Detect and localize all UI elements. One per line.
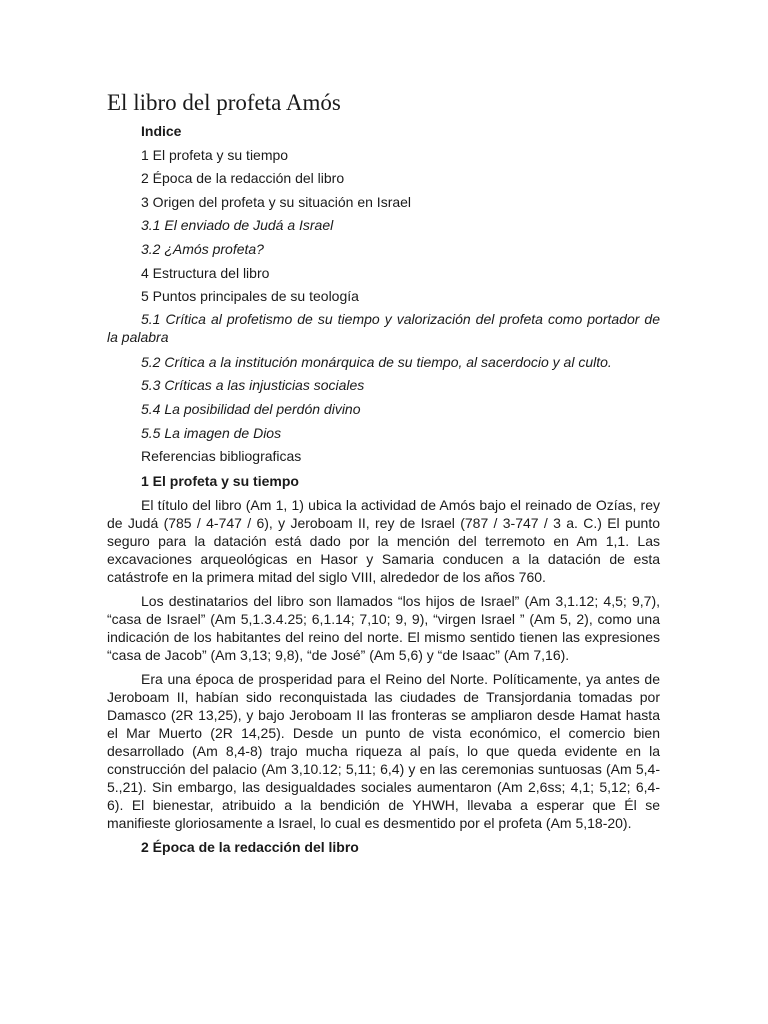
toc-item: 5.4 La posibilidad del perdón divino xyxy=(141,400,361,417)
toc-item-text: 5.1 Crítica al profetismo de su tiempo y valorización del profeta como portador de la palabra xyxy=(107,310,660,345)
section-heading: 2 Época de la redacción del libro xyxy=(141,839,359,855)
table-of-contents xyxy=(107,121,660,470)
toc-item: 3.1 El enviado de Judá a Israel xyxy=(141,217,334,234)
paragraph: El título del libro (Am 1, 1) ubica la actividad de Amós bajo el reinado de Ozías, rey de Judá (785 / 4-747 / 6), y Jeroboam II, rey de Israel (787 / 3-747 / 3 a. C.) El punto seguro para la datación está dado por la mención del terremoto en Am 1,1. Las excavaciones arqueológicas en Hasor y Samaria conducen a la datación de esta catástrofe en la primera mitad del siglo VIII, alrededor de los años 760. xyxy=(107,497,660,585)
body-text xyxy=(107,472,660,862)
toc-item: 2 Época de la redacción del libro xyxy=(141,170,345,187)
section-heading: 1 El profeta y su tiempo xyxy=(141,473,299,489)
toc-item: 5.5 La imagen de Dios xyxy=(141,424,282,441)
toc-item: 5.3 Críticas a las injusticias sociales xyxy=(141,377,365,394)
toc-item: Referencias bibliograficas xyxy=(141,448,302,465)
paragraph: Los destinatarios del libro son llamados “los hijos de Israel” (Am 3,1.12; 4,5; 9,7), “casa de Israel” (Am 5,1.3.4.25; 6,1.14; 7,10; 9, 9), “virgen Israel ” (Am 5, 2), como una indicación de los habitantes del reino del norte. El mismo sentido tienen las expresiones “casa de Jacob” (Am 3,13; 9,8), “de José” (Am 5,6) y “de Isaac” (Am 7,16). xyxy=(107,593,660,663)
toc-item: 1 El profeta y su tiempo xyxy=(141,146,289,163)
document-title: El libro del profeta Amós xyxy=(107,90,341,115)
paragraph: Era una época de prosperidad para el Reino del Norte. Políticamente, ya antes de Jeroboam II, habían sido reconquistada las ciudades de Transjordania tomadas por Damasco (2R 13,25), y bajo Jeroboam II las fronteras se ampliaron desde Hamat hasta el Mar Muerto (2R 14,25). Desde un punto de vista económico, el comercio bien desarrollado (Am 8,4-8) trajo mucha riqueza al país, lo que queda evidente en la construcción del palacio (Am 3,10.12; 5,11; 6,4) y en las ceremonias suntuosas (Am 5,4-5.,21). Sin embargo, las desigualdades sociales aumentaron (Am 2,6ss; 4,1; 5,12; 6,4-6). El bienestar, atribuido a la bendición de YHWH, llevaba a esperar que Él se manifieste gloriosamente a Israel, lo cual es desmentido por el profeta (Am 5,18-20). xyxy=(107,671,660,831)
toc-item: 5.2 Crítica a la institución monárquica de su tiempo, al sacerdocio y al culto. xyxy=(141,353,612,370)
toc-item: 3 Origen del profeta y su situación en Israel xyxy=(141,193,412,210)
toc-item: 4 Estructura del libro xyxy=(141,264,270,281)
index-heading: Indice xyxy=(141,123,182,139)
toc-item xyxy=(107,310,660,346)
toc-item: 5 Puntos principales de su teología xyxy=(141,288,359,305)
toc-item: 3.2 ¿Amós profeta? xyxy=(141,240,264,257)
